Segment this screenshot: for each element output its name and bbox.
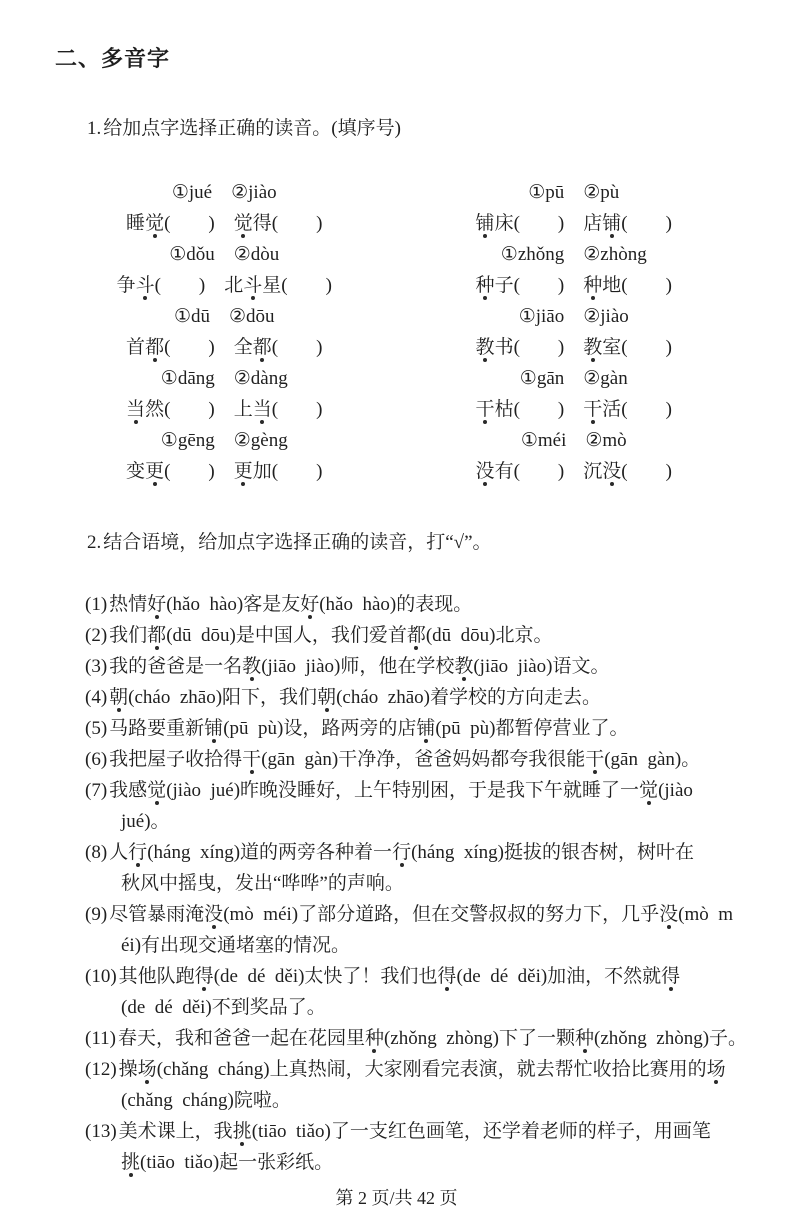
dotted-character: 铺 bbox=[204, 718, 223, 739]
sentence-item bbox=[85, 1023, 755, 1054]
dotted-character: 好 bbox=[147, 594, 166, 615]
text-segment: (de dé děi)太快了！我们也 bbox=[214, 966, 438, 987]
q2-title bbox=[68, 496, 793, 589]
pinyin-options: ①jiāo ②jiào bbox=[397, 301, 752, 332]
dotted-character: 行 bbox=[128, 842, 147, 863]
q1-title bbox=[68, 82, 793, 175]
item-number: (8) bbox=[85, 842, 107, 863]
item-number: (1) bbox=[85, 594, 107, 615]
dotted-character: 更 bbox=[234, 461, 253, 482]
dotted-character: 觉 bbox=[145, 213, 164, 234]
text-segment: 争 bbox=[117, 275, 136, 296]
item-number: (6) bbox=[85, 749, 107, 770]
text-segment: 上 bbox=[234, 399, 253, 420]
sentence-item bbox=[85, 899, 755, 961]
sentence-item bbox=[85, 651, 755, 682]
pinyin-options: ①jué ②jiào bbox=[52, 177, 397, 208]
dotted-character: 更 bbox=[145, 461, 164, 482]
answer-blank: ( ) bbox=[272, 213, 323, 234]
answer-blank: ( ) bbox=[272, 461, 323, 482]
text-segment: 北 bbox=[224, 275, 243, 296]
text-segment: (mò m bbox=[678, 904, 733, 925]
q1-matching-grid bbox=[0, 177, 793, 487]
text-segment: éi)有出现交通堵塞的情况。 bbox=[121, 935, 350, 956]
answer-blank: ( ) bbox=[514, 399, 565, 420]
answer-blank: ( ) bbox=[164, 461, 215, 482]
dotted-character: 没 bbox=[476, 461, 495, 482]
text-segment: (cháo zhāo)着学校的方向走去。 bbox=[336, 687, 601, 708]
answer-blank: ( ) bbox=[621, 461, 672, 482]
answer-blank: ( ) bbox=[621, 213, 672, 234]
item-number: (5) bbox=[85, 718, 107, 739]
dotted-character: 斗 bbox=[136, 275, 155, 296]
section-heading: 二、多音字 bbox=[55, 42, 793, 73]
text-segment: 沉 bbox=[583, 461, 602, 482]
text-segment: 室 bbox=[602, 337, 621, 358]
dotted-character: 好 bbox=[300, 594, 319, 615]
text-segment: 我把屋子收拾得 bbox=[109, 749, 242, 770]
sentence-line bbox=[85, 682, 755, 713]
answer-blank: ( ) bbox=[621, 337, 672, 358]
text-segment: 有 bbox=[495, 461, 514, 482]
word-with-blank bbox=[397, 208, 752, 239]
dotted-character: 挑 bbox=[233, 1121, 252, 1142]
answer-blank: ( ) bbox=[514, 461, 565, 482]
q1-group bbox=[0, 177, 397, 239]
text-segment: (jiào bbox=[658, 780, 693, 801]
text-segment: 店 bbox=[583, 213, 602, 234]
text-segment: (háng xíng)挺拔的银杏树，树叶在 bbox=[411, 842, 694, 863]
text-segment: (jiāo jiào)师，他在学校 bbox=[261, 656, 454, 677]
word-with-blank bbox=[397, 332, 752, 363]
dotted-character: 教 bbox=[583, 337, 602, 358]
text-segment: (pū pù)都暂停营业了。 bbox=[435, 718, 628, 739]
answer-blank: ( ) bbox=[514, 337, 565, 358]
dotted-character: 朝 bbox=[109, 687, 128, 708]
sentence-line-continued bbox=[121, 930, 755, 961]
word-with-blank bbox=[52, 332, 397, 363]
dotted-character: 当 bbox=[253, 399, 272, 420]
dotted-character: 都 bbox=[147, 625, 166, 646]
text-segment: 活 bbox=[602, 399, 621, 420]
sentence-line bbox=[85, 744, 755, 775]
dotted-character: 没 bbox=[204, 904, 223, 925]
q1-group bbox=[0, 301, 397, 363]
text-segment: 我们 bbox=[109, 625, 147, 646]
text-segment: (hǎo hào)的表现。 bbox=[319, 594, 472, 615]
q1-group bbox=[397, 301, 793, 363]
q1-group bbox=[397, 363, 793, 425]
text-segment: 然 bbox=[145, 399, 164, 420]
dotted-character: 都 bbox=[145, 337, 164, 358]
dotted-character: 觉 bbox=[147, 780, 166, 801]
text-segment: 我感 bbox=[109, 780, 147, 801]
sentence-line bbox=[85, 589, 755, 620]
q1-group bbox=[0, 239, 397, 301]
sentence-line-continued bbox=[121, 806, 755, 837]
text-segment: (chǎng cháng)院啦。 bbox=[121, 1090, 291, 1111]
dotted-character: 没 bbox=[602, 461, 621, 482]
dotted-character: 铺 bbox=[416, 718, 435, 739]
text-segment: 春天，我和爸爸一起在花园里 bbox=[118, 1028, 365, 1049]
sentence-line bbox=[85, 775, 755, 806]
item-number: (10) bbox=[85, 966, 117, 987]
item-number: (13) bbox=[85, 1121, 117, 1142]
item-number: (11) bbox=[85, 1028, 116, 1049]
dotted-character: 干 bbox=[583, 399, 602, 420]
dotted-character: 教 bbox=[454, 656, 473, 677]
dotted-character: 场 bbox=[138, 1059, 157, 1080]
text-segment: (pū pù)设，路两旁的店 bbox=[223, 718, 416, 739]
dotted-character: 种 bbox=[365, 1028, 384, 1049]
sentence-line bbox=[85, 651, 755, 682]
sentence-item bbox=[85, 713, 755, 744]
text-segment: 操 bbox=[119, 1059, 138, 1080]
text-segment: 人 bbox=[109, 842, 128, 863]
text-segment: 变 bbox=[126, 461, 145, 482]
pinyin-options: ①zhǒng ②zhòng bbox=[397, 239, 752, 270]
item-number: (3) bbox=[85, 656, 107, 677]
sentence-line-continued bbox=[121, 868, 755, 899]
sentence-line bbox=[85, 899, 755, 930]
q1-group bbox=[397, 239, 793, 301]
sentence-line-continued bbox=[121, 1147, 755, 1178]
dotted-character: 干 bbox=[242, 749, 261, 770]
answer-blank: ( ) bbox=[514, 275, 565, 296]
sentence-line-continued bbox=[121, 992, 755, 1023]
sentence-item bbox=[85, 620, 755, 651]
dotted-character: 场 bbox=[707, 1059, 726, 1080]
pinyin-options: ①gān ②gàn bbox=[397, 363, 752, 394]
sentence-item bbox=[85, 744, 755, 775]
word-with-blank bbox=[52, 456, 397, 487]
text-segment: (zhǒng zhòng)子。 bbox=[594, 1028, 747, 1049]
sentence-line bbox=[85, 1116, 755, 1147]
answer-blank: ( ) bbox=[164, 337, 215, 358]
dotted-character: 都 bbox=[407, 625, 426, 646]
item-number: (12) bbox=[85, 1059, 117, 1080]
word-with-blank bbox=[52, 394, 397, 425]
answer-blank: ( ) bbox=[272, 399, 323, 420]
q1-number: 1. bbox=[87, 118, 101, 139]
text-segment: 马路要重新 bbox=[109, 718, 204, 739]
text-segment: 枯 bbox=[495, 399, 514, 420]
text-segment: (dū dōu)北京。 bbox=[426, 625, 553, 646]
text-segment: 得 bbox=[253, 213, 272, 234]
sentence-line bbox=[85, 961, 755, 992]
dotted-character: 觉 bbox=[639, 780, 658, 801]
text-segment: 睡 bbox=[126, 213, 145, 234]
dotted-character: 得 bbox=[195, 966, 214, 987]
text-segment: (gān gàn)干净净，爸爸妈妈都夸我很能 bbox=[261, 749, 585, 770]
text-segment: 美术课上，我 bbox=[119, 1121, 233, 1142]
dotted-character: 得 bbox=[661, 966, 680, 987]
text-segment: (tiāo tiǎo)了一支红色画笔，还学着老师的样子，用画笔 bbox=[252, 1121, 711, 1142]
word-with-blank bbox=[52, 208, 397, 239]
sentence-item bbox=[85, 775, 755, 837]
q2-number: 2. bbox=[87, 532, 101, 553]
text-segment: (de dé děi)加油，不然就 bbox=[456, 966, 661, 987]
dotted-character: 都 bbox=[253, 337, 272, 358]
text-segment: (de dé děi)不到奖品了。 bbox=[121, 997, 326, 1018]
text-segment: 尽管暴雨淹 bbox=[109, 904, 204, 925]
q2-sentence-list bbox=[85, 589, 755, 1178]
text-segment: 地 bbox=[602, 275, 621, 296]
text-segment: (mò méi)了部分道路，但在交警叔叔的努力下，几乎 bbox=[223, 904, 659, 925]
dotted-character: 铺 bbox=[602, 213, 621, 234]
answer-blank: ( ) bbox=[621, 275, 672, 296]
word-with-blank bbox=[397, 456, 752, 487]
page-number: 第 2 页/共 42 页 bbox=[0, 1184, 793, 1210]
answer-blank: ( ) bbox=[164, 399, 215, 420]
sentence-line bbox=[85, 620, 755, 651]
q1-group bbox=[0, 363, 397, 425]
word-with-blank bbox=[397, 394, 752, 425]
dotted-character: 觉 bbox=[234, 213, 253, 234]
word-with-blank bbox=[397, 270, 752, 301]
text-segment: 首 bbox=[126, 337, 145, 358]
answer-blank: ( ) bbox=[281, 275, 332, 296]
sentence-line bbox=[85, 713, 755, 744]
dotted-character: 得 bbox=[437, 966, 456, 987]
answer-blank: ( ) bbox=[155, 275, 206, 296]
dotted-character: 教 bbox=[242, 656, 261, 677]
item-number: (4) bbox=[85, 687, 107, 708]
item-number: (7) bbox=[85, 780, 107, 801]
text-segment: 其他队跑 bbox=[119, 966, 195, 987]
word-with-blank bbox=[52, 270, 397, 301]
sentence-item bbox=[85, 589, 755, 620]
dotted-character: 当 bbox=[126, 399, 145, 420]
text-segment: 全 bbox=[234, 337, 253, 358]
text-segment: (háng xíng)道的两旁各种着一 bbox=[147, 842, 392, 863]
text-segment: (hǎo hào)客是友 bbox=[166, 594, 300, 615]
dotted-character: 干 bbox=[476, 399, 495, 420]
sentence-item bbox=[85, 682, 755, 713]
sentence-line bbox=[85, 837, 755, 868]
pinyin-options: ①gēng ②gèng bbox=[52, 425, 397, 456]
dotted-character: 斗 bbox=[243, 275, 262, 296]
dotted-character: 铺 bbox=[476, 213, 495, 234]
pinyin-options: ①pū ②pù bbox=[397, 177, 752, 208]
text-segment: 书 bbox=[495, 337, 514, 358]
text-segment: (jiào jué)昨晚没睡好，上午特别困，于是我下午就睡了一 bbox=[166, 780, 639, 801]
pinyin-options: ①dǒu ②dòu bbox=[52, 239, 397, 270]
item-number: (9) bbox=[85, 904, 107, 925]
dotted-character: 朝 bbox=[317, 687, 336, 708]
sentence-item bbox=[85, 1054, 755, 1116]
sentence-item bbox=[85, 961, 755, 1023]
pinyin-options: ①méi ②mò bbox=[397, 425, 752, 456]
answer-blank: ( ) bbox=[514, 213, 565, 234]
sentence-item bbox=[85, 837, 755, 899]
sentence-line bbox=[85, 1054, 755, 1085]
text-segment: (cháo zhāo)阳下，我们 bbox=[128, 687, 317, 708]
dotted-character: 种 bbox=[583, 275, 602, 296]
q1-group bbox=[397, 177, 793, 239]
dotted-character: 教 bbox=[476, 337, 495, 358]
pinyin-options: ①dū ②dōu bbox=[52, 301, 397, 332]
dotted-character: 种 bbox=[575, 1028, 594, 1049]
text-segment: 热情 bbox=[109, 594, 147, 615]
sentence-item bbox=[85, 1116, 755, 1178]
dotted-character: 没 bbox=[659, 904, 678, 925]
dotted-character: 行 bbox=[392, 842, 411, 863]
text-segment: 星 bbox=[262, 275, 281, 296]
text-segment: (gān gàn)。 bbox=[604, 749, 700, 770]
text-segment: 加 bbox=[253, 461, 272, 482]
dotted-character: 挑 bbox=[121, 1152, 140, 1173]
text-segment: (dū dōu)是中国人，我们爱首 bbox=[166, 625, 407, 646]
text-segment: jué)。 bbox=[121, 811, 170, 832]
answer-blank: ( ) bbox=[272, 337, 323, 358]
item-number: (2) bbox=[85, 625, 107, 646]
text-segment: 我的爸爸是一名 bbox=[109, 656, 242, 677]
q1-group bbox=[397, 425, 793, 487]
answer-blank: ( ) bbox=[164, 213, 215, 234]
pinyin-options: ①dāng ②dàng bbox=[52, 363, 397, 394]
text-segment: 床 bbox=[495, 213, 514, 234]
text-segment: (chǎng cháng)上真热闹，大家刚看完表演，就去帮忙收拾比赛用的 bbox=[157, 1059, 707, 1080]
text-segment: (zhǒng zhòng)下了一颗 bbox=[384, 1028, 575, 1049]
text-segment: (tiāo tiǎo)起一张彩纸。 bbox=[140, 1152, 333, 1173]
dotted-character: 干 bbox=[585, 749, 604, 770]
sentence-line bbox=[85, 1023, 755, 1054]
dotted-character: 种 bbox=[476, 275, 495, 296]
text-segment: 秋风中摇曳，发出“哗哗”的声响。 bbox=[121, 873, 404, 894]
sentence-line-continued bbox=[121, 1085, 755, 1116]
text-segment: (jiāo jiào)语文。 bbox=[473, 656, 609, 677]
answer-blank: ( ) bbox=[621, 399, 672, 420]
q1-prompt: 给加点字选择正确的读音。(填序号) bbox=[103, 118, 401, 139]
q1-group bbox=[0, 425, 397, 487]
text-segment: 子 bbox=[495, 275, 514, 296]
q2-prompt: 结合语境，给加点字选择正确的读音，打“√”。 bbox=[103, 532, 491, 553]
